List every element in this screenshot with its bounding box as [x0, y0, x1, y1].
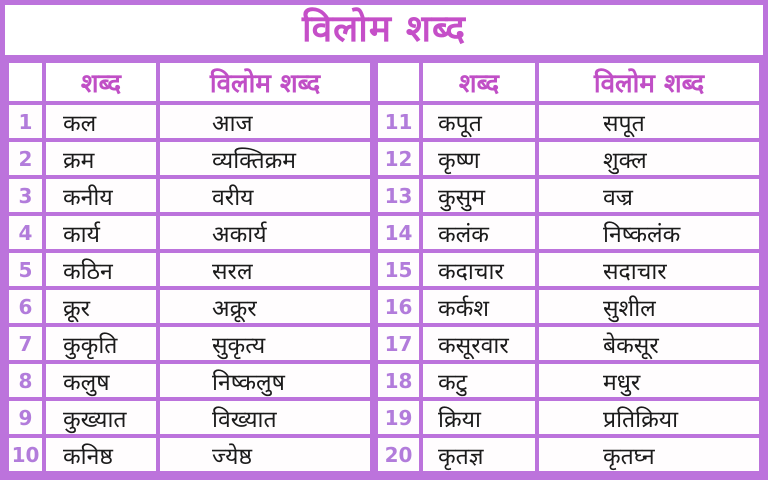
column-header-antonym: विलोम शब्द [158, 61, 372, 103]
row-number: 16 [376, 288, 421, 325]
table-row [7, 325, 372, 362]
word-cell: कुकृति [44, 325, 158, 362]
row-number: 11 [376, 103, 421, 140]
word-cell: कुख्यात [44, 399, 158, 436]
table-row [376, 288, 761, 325]
row-number: 3 [7, 177, 44, 214]
antonym-cell: मधुर [537, 362, 761, 399]
word-cell: कार्य [44, 214, 158, 251]
column-header-word: शब्द [421, 61, 537, 103]
row-number: 7 [7, 325, 44, 362]
word-cell: कलुष [44, 362, 158, 399]
antonym-cell: वरीय [158, 177, 372, 214]
tables-container [5, 59, 763, 475]
antonym-cell: कृतघ्न [537, 436, 761, 473]
table-row [376, 325, 761, 362]
word-cell: कठिन [44, 251, 158, 288]
column-header-antonym: विलोम शब्द [537, 61, 761, 103]
row-number: 18 [376, 362, 421, 399]
antonym-cell: निष्कलंक [537, 214, 761, 251]
table-row [376, 362, 761, 399]
antonym-cell: सुकृत्य [158, 325, 372, 362]
table-row [7, 177, 372, 214]
row-number: 13 [376, 177, 421, 214]
antonym-cell: विख्यात [158, 399, 372, 436]
table-row [7, 436, 372, 473]
header-number-empty [376, 61, 421, 103]
header-row [376, 61, 761, 103]
word-cell: कुसुम [421, 177, 537, 214]
table-row [7, 140, 372, 177]
row-number: 9 [7, 399, 44, 436]
row-number: 8 [7, 362, 44, 399]
word-cell: कृष्ण [421, 140, 537, 177]
row-number: 4 [7, 214, 44, 251]
antonym-cell: अक्रूर [158, 288, 372, 325]
table-row [7, 214, 372, 251]
antonym-cell: बेकसूर [537, 325, 761, 362]
word-cell: कलंक [421, 214, 537, 251]
table-row [7, 288, 372, 325]
row-number: 5 [7, 251, 44, 288]
antonym-cell: सरल [158, 251, 372, 288]
table-row [376, 399, 761, 436]
antonym-cell: सपूत [537, 103, 761, 140]
antonym-cell: अकार्य [158, 214, 372, 251]
table-row [7, 103, 372, 140]
word-cell: कटु [421, 362, 537, 399]
table-row [7, 251, 372, 288]
row-number: 1 [7, 103, 44, 140]
page-title: विलोम शब्द [302, 6, 466, 50]
column-header-word: शब्द [44, 61, 158, 103]
row-number: 2 [7, 140, 44, 177]
word-cell: कसूरवार [421, 325, 537, 362]
row-number: 19 [376, 399, 421, 436]
antonym-cell: सदाचार [537, 251, 761, 288]
word-cell: कदाचार [421, 251, 537, 288]
antonym-cell: वज्र [537, 177, 761, 214]
word-cell: क्रिया [421, 399, 537, 436]
word-cell: कल [44, 103, 158, 140]
word-cell: कपूत [421, 103, 537, 140]
header-number-empty [7, 61, 44, 103]
antonym-cell: प्रतिक्रिया [537, 399, 761, 436]
word-cell: कनीय [44, 177, 158, 214]
antonym-cell: ज्येष्ठ [158, 436, 372, 473]
antonym-table-right [374, 59, 763, 475]
row-number: 14 [376, 214, 421, 251]
antonym-cell: व्यक्तिक्रम [158, 140, 372, 177]
table-row [376, 103, 761, 140]
table-row [7, 362, 372, 399]
word-cell: क्रूर [44, 288, 158, 325]
row-number: 17 [376, 325, 421, 362]
row-number: 12 [376, 140, 421, 177]
header-row [7, 61, 372, 103]
word-cell: क्रम [44, 140, 158, 177]
row-number: 20 [376, 436, 421, 473]
table-row [7, 399, 372, 436]
table-row [376, 436, 761, 473]
table-row [376, 140, 761, 177]
table-row [376, 251, 761, 288]
word-cell: कृतज्ञ [421, 436, 537, 473]
word-cell: कनिष्ठ [44, 436, 158, 473]
title-bar [5, 5, 763, 59]
row-number: 10 [7, 436, 44, 473]
antonym-cell: आज [158, 103, 372, 140]
word-cell: कर्कश [421, 288, 537, 325]
row-number: 6 [7, 288, 44, 325]
table-row [376, 177, 761, 214]
antonym-cell: सुशील [537, 288, 761, 325]
antonym-cell: शुक्ल [537, 140, 761, 177]
table-row [376, 214, 761, 251]
antonym-table-left [5, 59, 374, 475]
antonym-cell: निष्कलुष [158, 362, 372, 399]
row-number: 15 [376, 251, 421, 288]
